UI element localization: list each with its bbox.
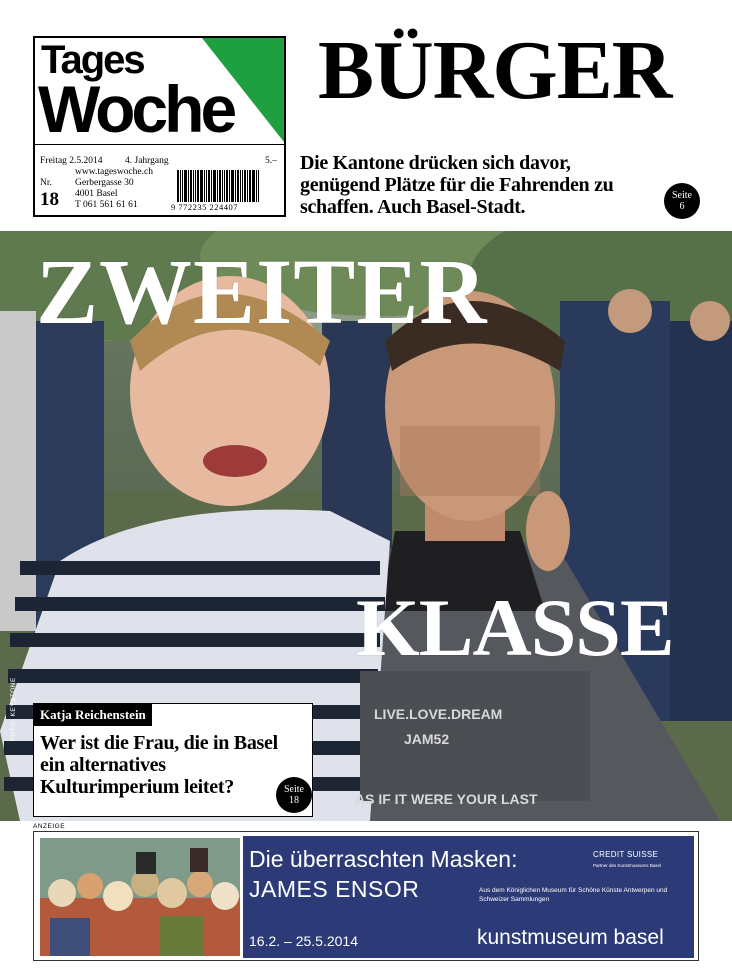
sponsor-subline: Partner des Kunstmuseums Basel (593, 863, 662, 868)
issue-price: 5.– (265, 156, 277, 166)
top-subline[interactable]: Die Kantone drücken sich davor, genügend Plätze für die Fahrenden zu schaffen. Auch Basel-Stadt. (300, 152, 614, 218)
barcode-bar (226, 170, 228, 202)
issue-volume: 4. Jahrgang (125, 156, 169, 166)
ensor-painting-image (40, 838, 240, 956)
barcode-bar (235, 170, 236, 202)
barcode-icon (177, 170, 273, 202)
credit-suisse-logo: CREDIT SUISSE (593, 850, 659, 859)
headline-word-2[interactable]: KLASSE (356, 582, 674, 673)
barcode-bar (206, 170, 207, 202)
photo-credit: FOTO: KEYSTONE (10, 677, 17, 741)
barcode-bar (177, 170, 179, 202)
page-ref-number: 6 (679, 201, 685, 212)
barcode-bar (190, 170, 192, 202)
barcode-bar (258, 170, 259, 202)
tageswoche-logo[interactable] (35, 38, 284, 144)
advertisement[interactable] (33, 831, 699, 961)
barcode-bar (188, 170, 189, 202)
shirt-print-line2: JAM52 (404, 731, 450, 747)
phone-number: T 061 561 61 61 (75, 200, 138, 210)
barcode-bar (256, 170, 257, 202)
barcode-bar (249, 170, 251, 202)
page-ref-label: Seite (284, 784, 304, 795)
top-headline[interactable]: BÜRGER (318, 24, 672, 117)
teaser-title[interactable]: Wer ist die Frau, die in Basel ein alternatives Kulturimperium leitet? (40, 732, 278, 798)
barcode-number: 9 772235 224407 (171, 202, 238, 212)
website-url[interactable]: www.tageswoche.ch (75, 167, 153, 177)
address-city: 4001 Basel (75, 189, 118, 199)
ad-title-line2: JAMES ENSOR (249, 876, 420, 902)
barcode-bar (219, 170, 221, 202)
barcode-bar (195, 170, 196, 202)
logo-text-woche: Woche (38, 72, 234, 144)
ad-dates: 16.2. – 25.5.2014 (249, 933, 358, 949)
barcode-bar (231, 170, 234, 202)
barcode-bar (193, 170, 194, 202)
barcode-bar (247, 170, 248, 202)
page-ref-badge-teaser[interactable] (276, 777, 312, 813)
shirt-print-line3: AS IF IT WERE YOUR LAST (355, 791, 538, 807)
barcode-bar (229, 170, 230, 202)
page-ref-label: Seite (672, 190, 692, 201)
barcode-bar (208, 170, 210, 202)
issue-number-label: Nr. (40, 178, 52, 188)
barcode-bar (252, 170, 255, 202)
masthead-divider (35, 144, 284, 145)
ad-label: ANZEIGE (33, 823, 66, 830)
barcode-bar (222, 170, 223, 202)
ad-title-line1: Die überraschten Masken: (249, 846, 518, 872)
address-street: Gerbergasse 30 (75, 178, 134, 188)
headline-word-1[interactable]: ZWEITER (36, 241, 488, 344)
barcode-bar (211, 170, 212, 202)
barcode-bar (200, 170, 203, 202)
teaser-tag: Katja Reichenstein (34, 704, 152, 726)
issue-number: 18 (40, 189, 59, 210)
barcode-bar (217, 170, 218, 202)
barcode-bar (237, 170, 239, 202)
barcode-bar (213, 170, 216, 202)
page-ref-number: 18 (289, 795, 299, 806)
barcode-bar (184, 170, 187, 202)
barcode-bar (240, 170, 241, 202)
barcode-bar (197, 170, 199, 202)
page-ref-badge-top[interactable] (664, 183, 700, 219)
shirt-print-line1: LIVE.LOVE.DREAM (374, 706, 503, 722)
masthead (33, 36, 286, 217)
ad-panel (243, 836, 694, 958)
barcode-bar (244, 170, 246, 202)
barcode-bar (204, 170, 205, 202)
museum-name[interactable]: kunstmuseum basel (477, 926, 664, 949)
barcode-bar (242, 170, 243, 202)
barcode-bar (224, 170, 225, 202)
ad-description: Aus dem Königlichen Museum für Schöne Künste Antwerpen und Schweizer Sammlungen (479, 887, 668, 903)
logo-text-tages: Tages (41, 38, 144, 82)
barcode-bar (180, 170, 181, 202)
teaser-box[interactable] (33, 703, 313, 817)
issue-date: Freitag 2.5.2014 (40, 156, 103, 166)
barcode-bar (182, 170, 183, 202)
